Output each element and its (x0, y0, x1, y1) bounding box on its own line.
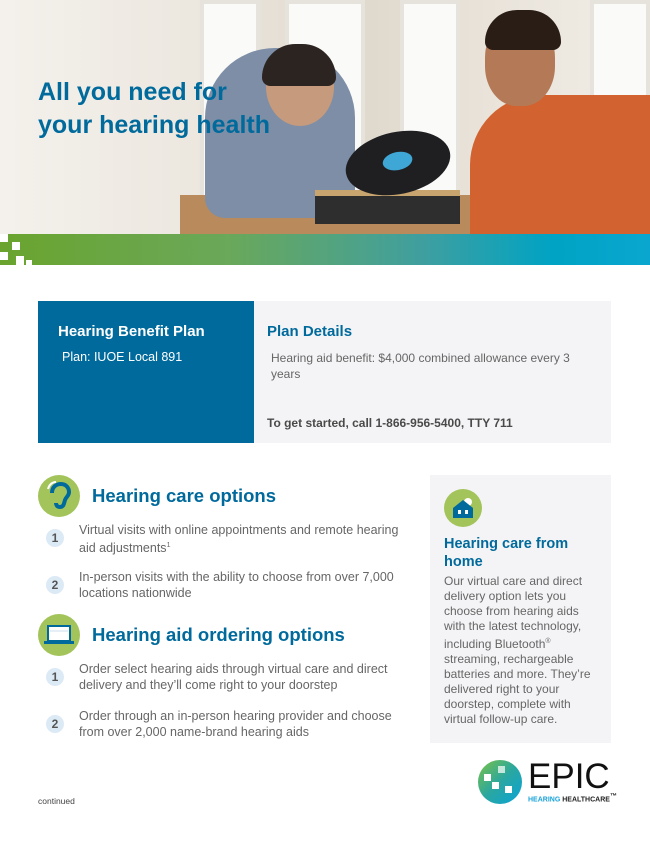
plan-details-title: Plan Details (267, 323, 353, 340)
list-item (46, 522, 416, 556)
house-icon (444, 489, 482, 527)
call-to-action: To get started, call 1-866-956-5400, TTY 711 (267, 416, 513, 430)
plan-details (254, 301, 611, 443)
care-options-title: Hearing care options (92, 485, 277, 506)
footnote-mark: 1 (166, 542, 171, 549)
plan-benefit: Hearing aid benefit: $4,000 combined allowance every 3 years (271, 351, 570, 381)
item-text: Order through an in-person hearing provider and choose from over 2,000 name-brand hearing aids (79, 709, 392, 739)
home-care-panel (430, 475, 611, 743)
plan-name: Plan: IUOE Local 891 (62, 350, 183, 364)
ordering-options-title: Hearing aid ordering options (92, 624, 345, 645)
ear-icon (38, 475, 80, 517)
step-number: 1 (46, 529, 64, 547)
continued-label: continued (38, 796, 75, 806)
home-care-body (444, 574, 597, 727)
ordering-options-header (38, 614, 345, 656)
plan-box (38, 301, 611, 443)
body-text: Our virtual care and direct delivery option lets you choose from hearing aids with the latest technology, including Bluetooth (444, 574, 583, 651)
epic-logo (478, 757, 617, 804)
item-text: Order select hearing aids through virtual care and direct delivery and they’ll come right to your doorstep (79, 662, 388, 692)
hero-title: All you need for your hearing health (38, 78, 270, 139)
logo-word: EPIC (528, 757, 610, 797)
body-text: streaming, rechargeable batteries and more. They’re delivered right to your doorstep, complete with virtual follow-up care. (444, 652, 591, 726)
care-options-header (38, 475, 276, 517)
man-hair (485, 10, 561, 50)
laptop-icon (38, 614, 80, 656)
list-item (46, 569, 416, 601)
gradient-band (0, 234, 650, 265)
home-care-title: Hearing care from home (444, 536, 569, 570)
plan-summary (38, 301, 254, 443)
step-number: 2 (46, 715, 64, 733)
hero-photo (0, 0, 650, 234)
logo-sub: HEALTHCARE (560, 796, 610, 804)
plan-title: Hearing Benefit Plan (58, 323, 205, 340)
logo-mark-icon (478, 760, 522, 804)
item-text: Virtual visits with online appointments and remote hearing aid adjustments (79, 523, 399, 556)
trademark: ™ (609, 793, 617, 801)
step-number: 2 (46, 576, 64, 594)
registered-mark: ® (545, 638, 551, 645)
step-number: 1 (46, 668, 64, 686)
logo-sub: HEARING (528, 796, 561, 804)
item-text: In-person visits with the ability to choose from over 7,000 locations nationwide (79, 570, 394, 600)
man (470, 95, 650, 234)
list-item (46, 708, 416, 740)
list-item (46, 661, 416, 693)
